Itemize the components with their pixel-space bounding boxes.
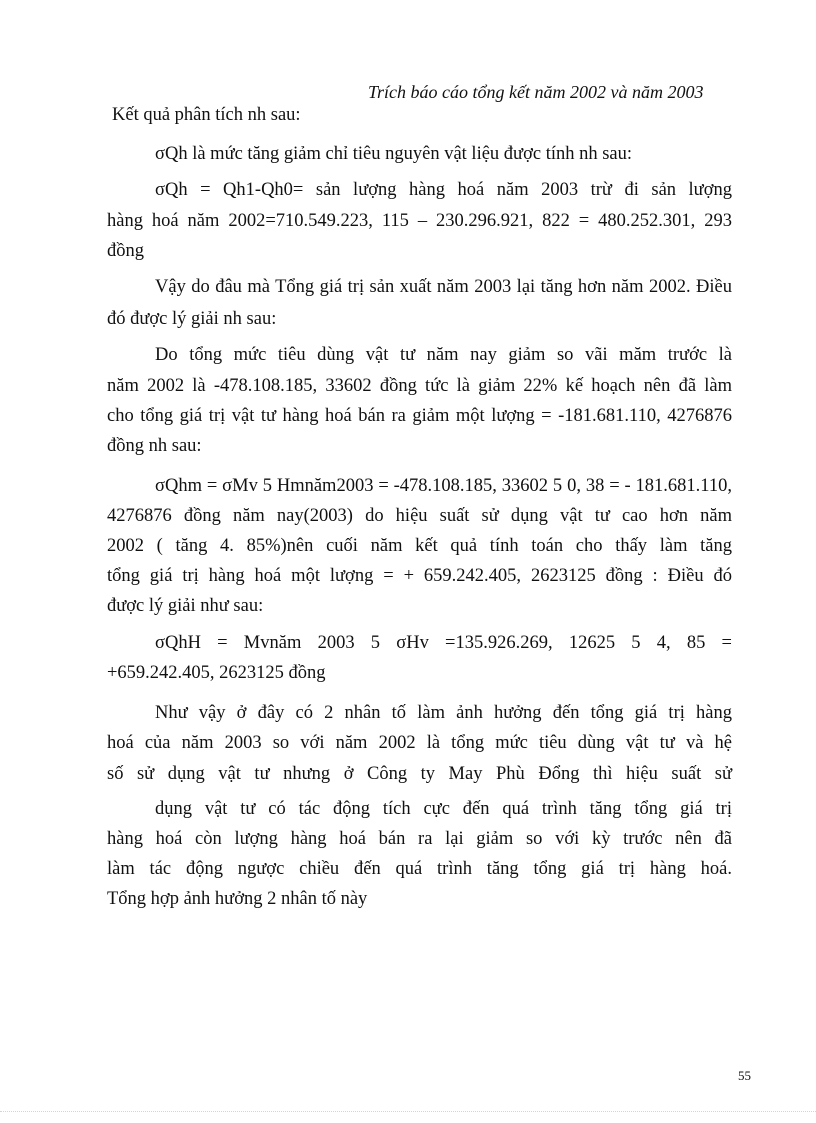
text-line: cho tổng giá trị vật tư hàng hoá bán ra giảm một lượng = -181.681.110, 4276876 [107, 406, 732, 426]
bottom-divider [0, 1111, 816, 1112]
text-line: được lý giải như sau: [107, 596, 264, 616]
text-line: đồng [107, 241, 144, 261]
text-line: σQh là mức tăng giảm chỉ tiêu nguyên vật liệu được tính nh sau: [155, 144, 633, 164]
text-line: hàng hoá năm 2002=710.549.223, 115 – 230.296.921, 822 = 480.252.301, 293 [107, 211, 732, 231]
text-line: tổng giá trị hàng hoá một lượng = + 659.242.405, 2623125 đồng : Điều đó [107, 566, 732, 586]
text-line: Như vậy ở đây có 2 nhân tố làm ảnh hưởng đến tổng giá trị hàng [155, 703, 732, 723]
text-line: Tổng hợp ảnh hưởng 2 nhân tố này [107, 889, 368, 909]
formula-line: σQhH = Mvnăm 2003 5 σHv =135.926.269, 12625 5 4, 85 = [155, 633, 732, 653]
text-line: +659.242.405, 2623125 đồng [107, 663, 326, 683]
text-line: làm tác động ngược chiều đến quá trình tăng tổng giá trị hàng hoá. [107, 859, 732, 879]
text-line: Vậy do đâu mà Tổng giá trị sản xuất năm 2003 lại tăng hơn năm 2002. Điều [155, 277, 732, 297]
page-number: 55 [738, 1068, 751, 1083]
text-line: hoá của năm 2003 so với năm 2002 là tổng mức tiêu dùng vật tư và hệ [107, 733, 732, 753]
text-line: hàng hoá còn lượng hàng hoá bán ra lại giảm so với kỳ trước nên đã [107, 829, 732, 849]
text-line: 2002 ( tăng 4. 85%)nên cuối năm kết quả tính toán cho thấy làm tăng [107, 536, 732, 556]
text-line: Do tổng mức tiêu dùng vật tư năm nay giảm so vãi măm trước là [155, 345, 732, 365]
text-line: σQh = Qh1-Qh0= sản lượng hàng hoá năm 2003 trừ đi sản lượng [155, 180, 732, 200]
text-line: Kết quả phân tích nh sau: [112, 105, 301, 125]
formula-line: σQhm = σMv 5 Hmnăm2003 = -478.108.185, 33602 5 0, 38 = - 181.681.110, [155, 476, 732, 496]
text-line: năm 2002 là -478.108.185, 33602 đồng tức là giảm 22% kế hoạch nên đã làm [107, 376, 732, 396]
text-line: 4276876 đồng năm nay(2003) do hiệu suất sử dụng vật tư cao hơn năm [107, 506, 732, 526]
text-line: dụng vật tư có tác động tích cực đến quá trình tăng tổng giá trị [155, 799, 732, 819]
text-line: số sử dụng vật tư nhưng ở Công ty May Phù Đổng thì hiệu suất sử [107, 764, 732, 784]
text-line: đó được lý giải nh sau: [107, 309, 277, 329]
text-line: đồng nh sau: [107, 436, 202, 456]
source-note: Trích báo cáo tổng kết năm 2002 và năm 2003 [368, 82, 704, 102]
